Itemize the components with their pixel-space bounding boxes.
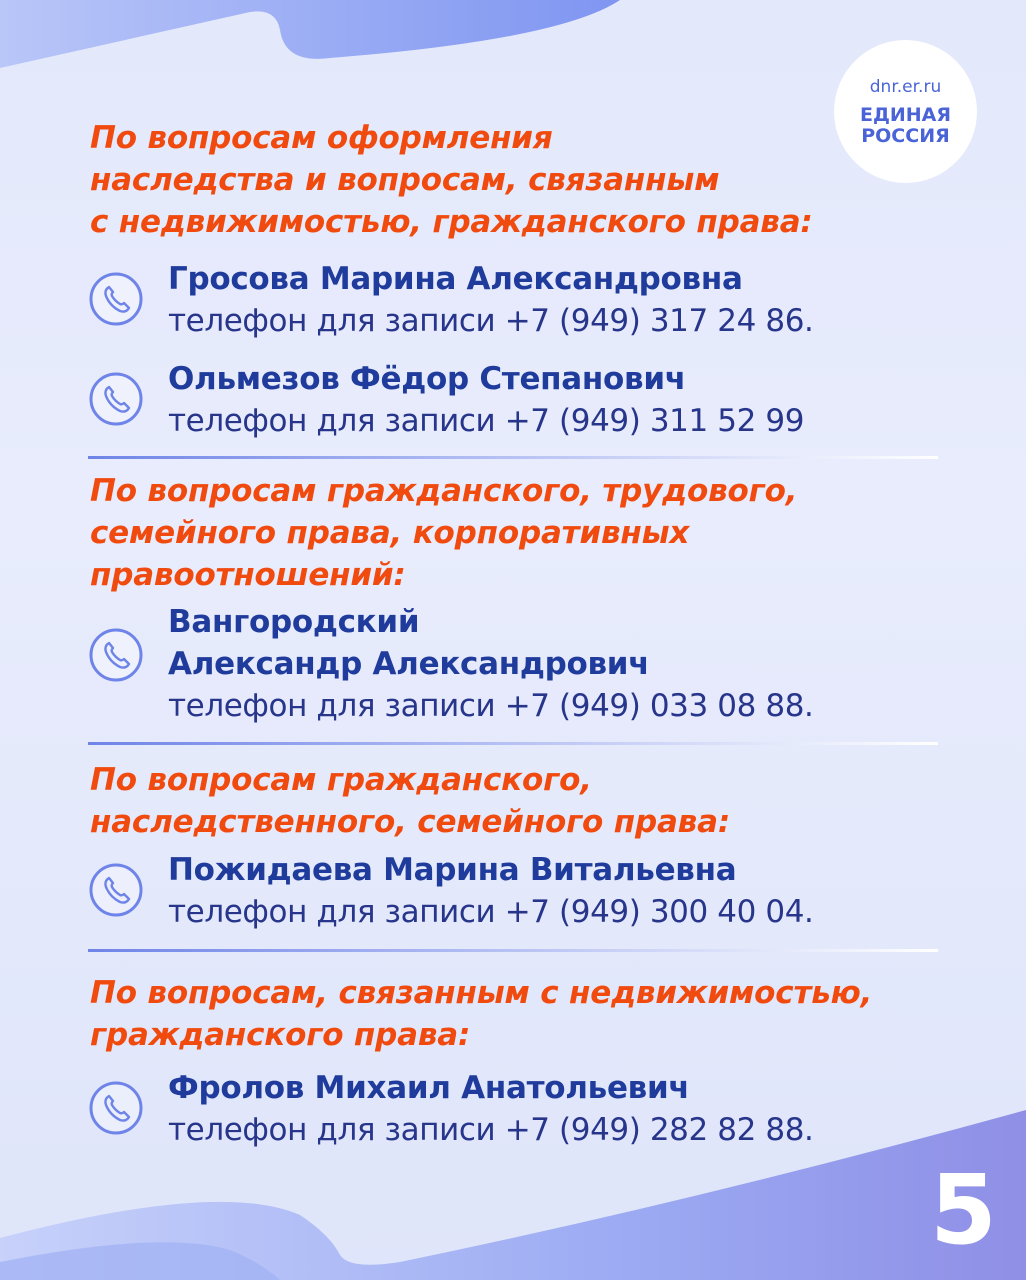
section-heading (90, 470, 797, 596)
page-number: 5 (930, 1154, 997, 1266)
heading-line: По вопросам гражданского, (90, 762, 592, 798)
logo-brand (860, 105, 951, 147)
contact-phone[interactable]: телефон для записи +7 (949) 300 40 04. (168, 894, 814, 930)
logo-site: dnr.er.ru (869, 76, 942, 97)
section-divider (88, 456, 938, 459)
contact-text (168, 601, 814, 727)
phone-icon[interactable] (88, 371, 144, 427)
heading-line: с недвижимостью, гражданского права: (90, 204, 813, 240)
section-heading (90, 972, 872, 1056)
section-divider (88, 742, 938, 745)
logo-brand-line2: РОССИЯ (861, 124, 950, 147)
contact-name: Ольмезов Фёдор Степанович (168, 361, 686, 397)
contact-name: Александр Александрович (168, 646, 650, 682)
phone-icon[interactable] (88, 627, 144, 683)
contact-name: Фролов Михаил Анатольевич (168, 1070, 690, 1106)
heading-line: семейного права, корпоративных (90, 515, 690, 551)
section-heading (90, 759, 730, 843)
heading-line: наследственного, семейного права: (90, 804, 731, 840)
phone-icon[interactable] (88, 1080, 144, 1136)
phone-icon[interactable] (88, 862, 144, 918)
contact-name: Вангородский (168, 604, 420, 640)
logo-brand-line1: ЕДИНАЯ (859, 103, 952, 126)
contact-name: Пожидаева Марина Витальевна (168, 852, 737, 888)
party-logo[interactable] (834, 40, 977, 183)
contact-phone[interactable]: телефон для записи +7 (949) 282 82 88. (168, 1112, 814, 1148)
section-divider (88, 949, 938, 952)
contact-text (168, 1067, 814, 1151)
contact-phone[interactable]: телефон для записи +7 (949) 311 52 99 (168, 403, 805, 439)
contact-text (168, 849, 814, 933)
heading-line: По вопросам оформления (90, 120, 553, 156)
contact-name: Гросова Марина Александровна (168, 261, 743, 297)
heading-line: По вопросам, связанным с недвижимостью, (90, 975, 873, 1011)
contact-text (168, 258, 814, 342)
contact-phone[interactable]: телефон для записи +7 (949) 033 08 88. (168, 688, 814, 724)
phone-icon[interactable] (88, 271, 144, 327)
heading-line: правоотношений: (90, 557, 406, 593)
contact-phone[interactable]: телефон для записи +7 (949) 317 24 86. (168, 303, 814, 339)
heading-line: гражданского права: (90, 1017, 471, 1053)
section-heading (90, 117, 813, 243)
heading-line: По вопросам гражданского, трудового, (90, 473, 798, 509)
heading-line: наследства и вопросам, связанным (90, 162, 720, 198)
contact-text (168, 358, 804, 442)
